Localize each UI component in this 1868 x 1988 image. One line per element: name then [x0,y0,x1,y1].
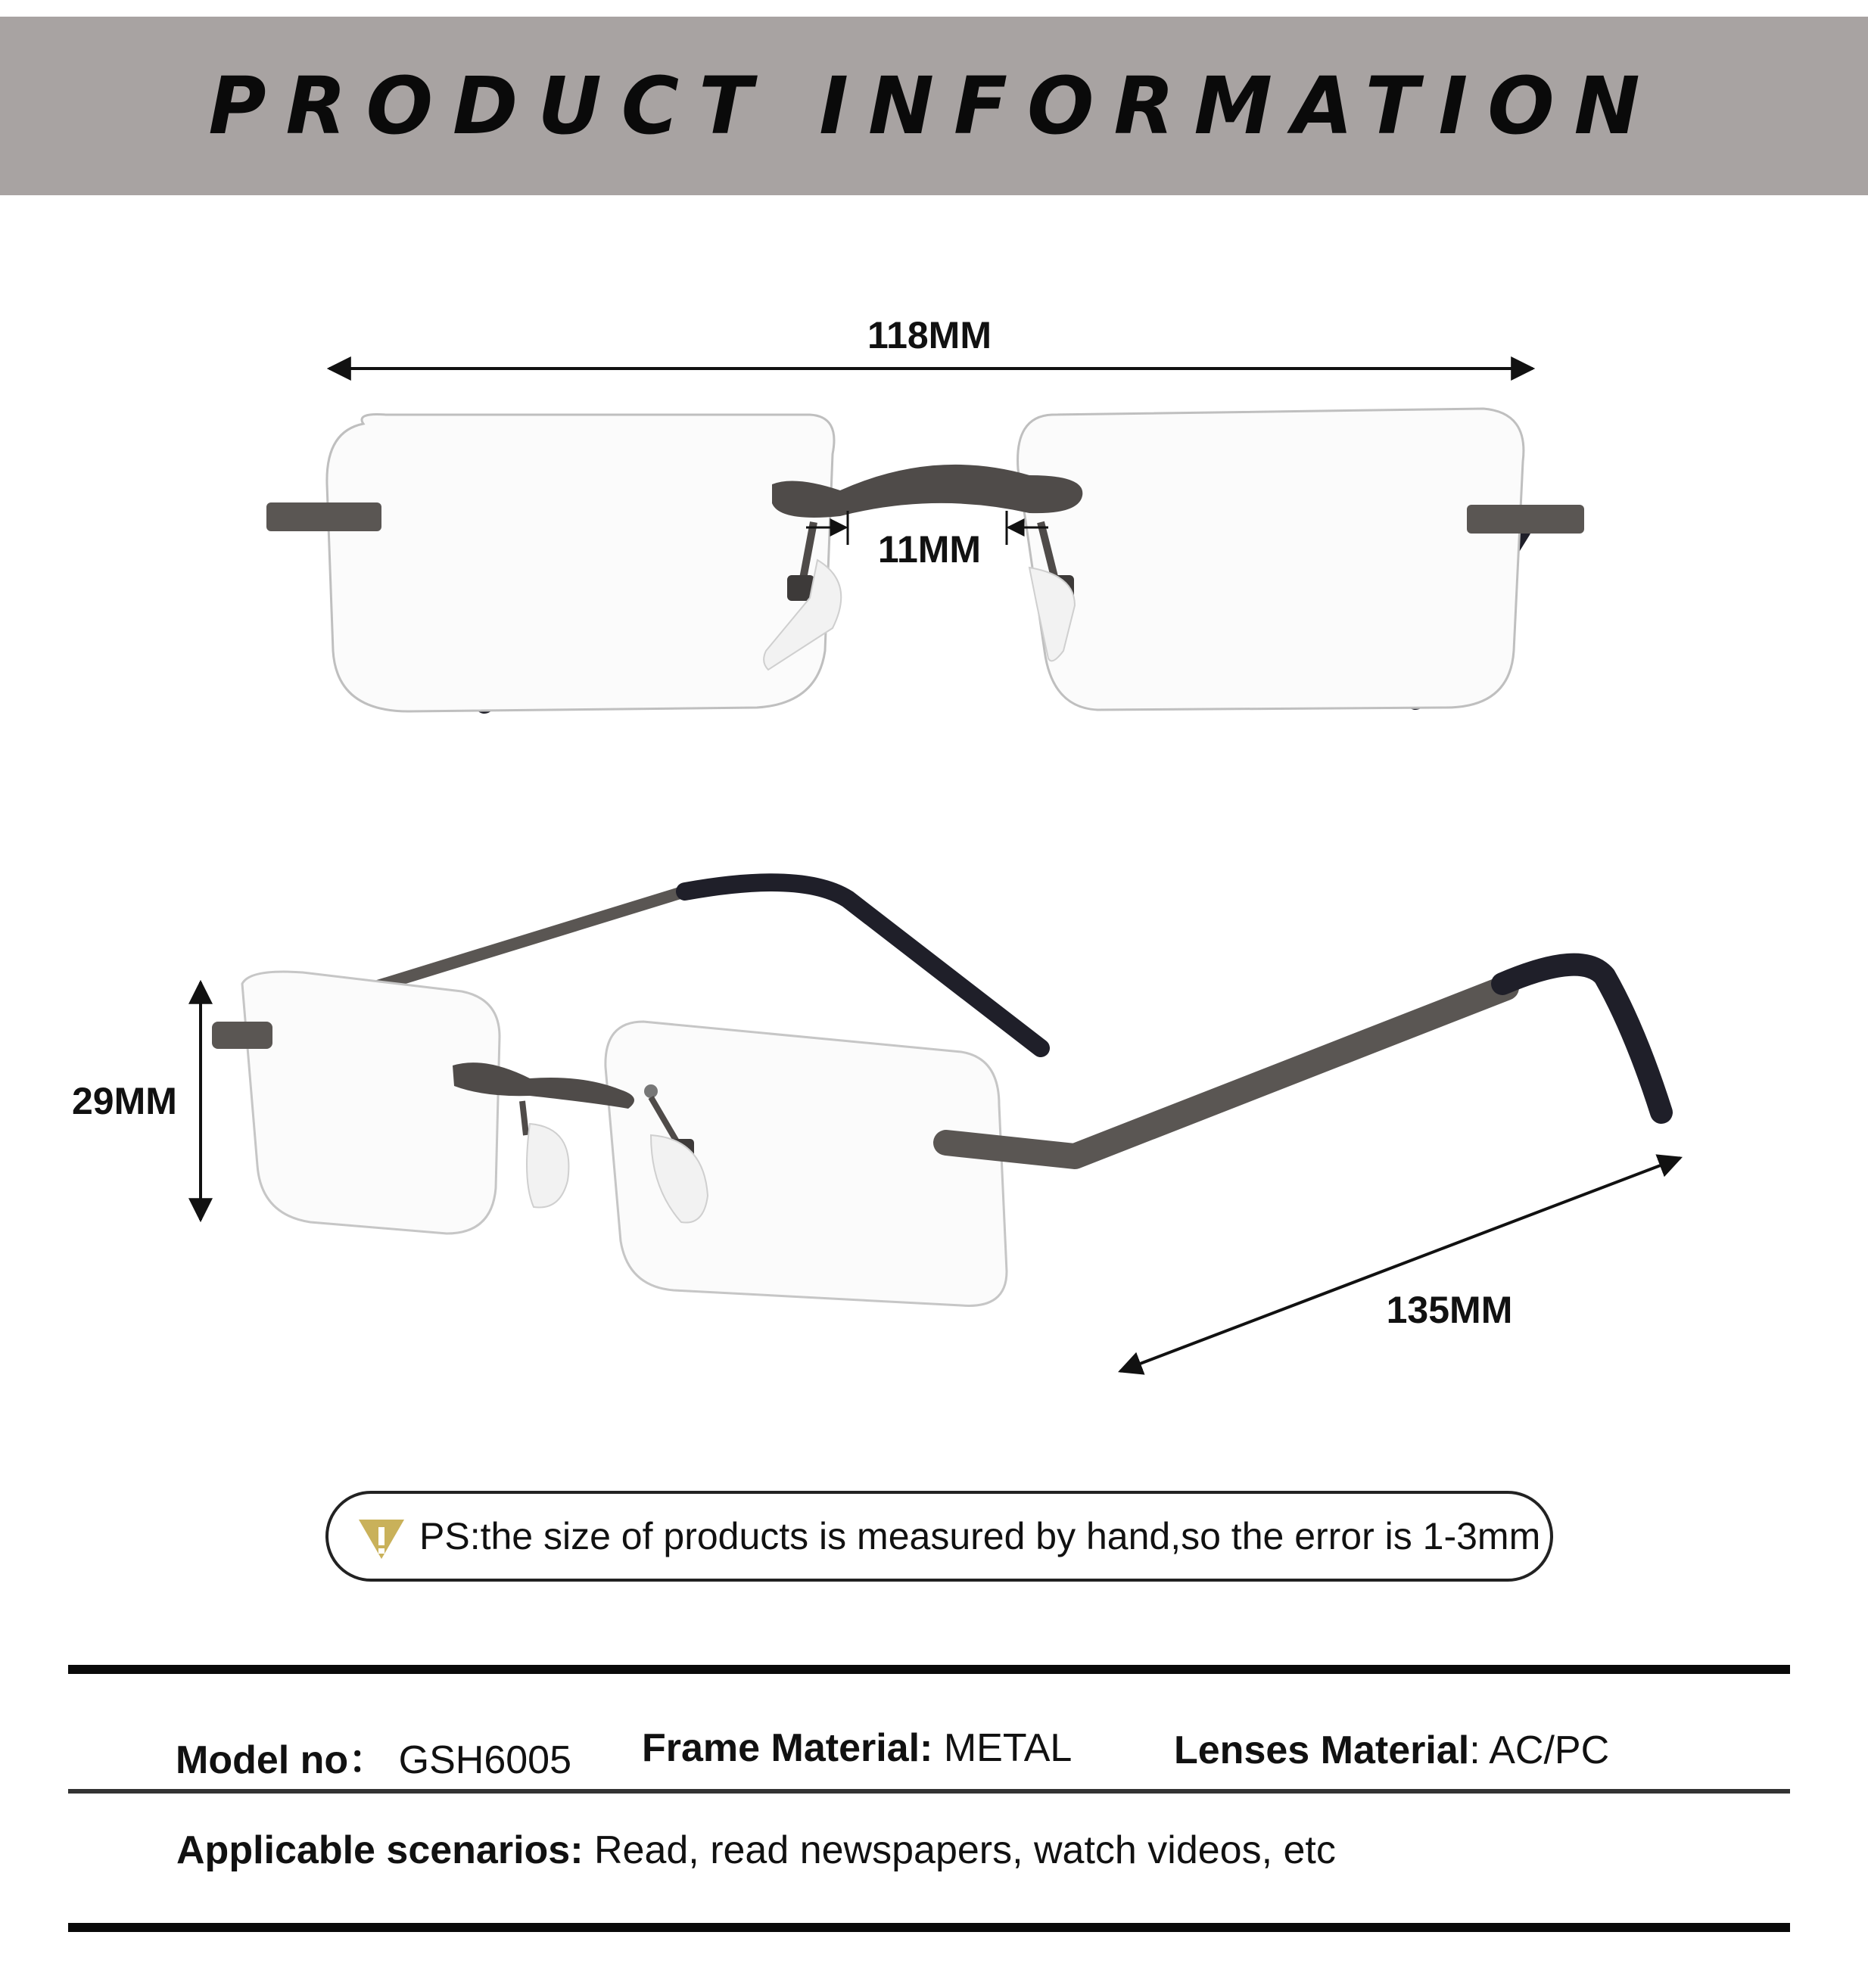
warning-icon [357,1517,406,1562]
width-label: 118MM [867,314,992,356]
left-end-piece [266,502,381,531]
height-label: 29MM [72,1080,177,1122]
lenses-label: Lenses Material [1174,1728,1470,1772]
side-view-glasses [212,882,1661,1305]
scenario-label: Applicable scenarios: [176,1828,584,1872]
temple-label: 135MM [1386,1289,1513,1331]
far-temple-tip [685,882,1041,1048]
frame-spec [642,1725,1072,1771]
left-lens [327,415,834,712]
bottom-divider [68,1923,1790,1932]
middle-divider [68,1789,1790,1794]
model-spec [176,1728,571,1784]
model-label: Model no： [176,1738,388,1782]
near-temple-tip [1502,965,1661,1112]
frame-value: METAL [943,1726,1073,1770]
far-lens [242,972,500,1234]
temple-dimension-line [1120,1158,1680,1371]
measurement-note [325,1491,1553,1582]
scenario-value: Read, read newspapers, watch videos, etc [593,1828,1336,1872]
side-nose-pad-far [527,1124,568,1208]
lenses-value: : AC/PC [1469,1728,1610,1772]
right-end-piece [1467,505,1584,534]
bridge-label: 11MM [877,528,982,571]
frame-label: Frame Material: [642,1726,933,1770]
model-value: GSH6005 [398,1738,572,1782]
near-temple-arm [946,988,1506,1156]
scenario-spec [176,1828,1336,1873]
top-divider [68,1665,1790,1674]
lenses-spec [1174,1728,1609,1773]
note-text: PS:the size of products is measured by hand,so the error is 1-3mm [419,1515,1541,1557]
page-title: PRODUCT INFORMATION [208,60,1660,152]
right-lens [1018,409,1524,710]
